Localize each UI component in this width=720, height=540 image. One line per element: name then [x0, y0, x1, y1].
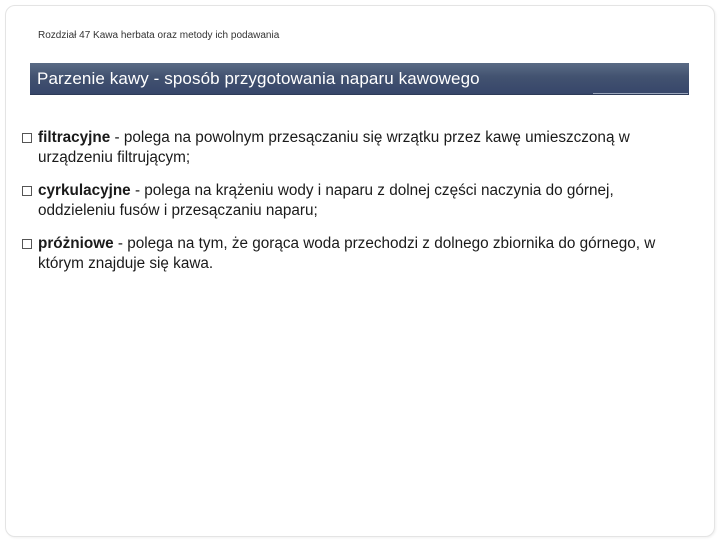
title-bar — [30, 63, 689, 95]
bullet-term: cyrkulacyjne — [38, 182, 131, 199]
bullet-text: - polega na tym, że gorąca woda przechodzi z dolnego zbiornika do górnego, w którym znajduje się kawa. — [38, 235, 656, 272]
bullet-text: - polega na powolnym przesączaniu się wrzątku przez kawę umieszczoną w urządzeniu filtrującym; — [38, 129, 630, 166]
bullet-list — [22, 128, 692, 287]
list-item — [22, 128, 692, 168]
checkbox-bullet-icon — [22, 239, 32, 249]
bullet-text: - polega na krążeniu wody i naparu z dolnej części naczynia do górnej, oddzieleniu fusów i przesączaniu naparu; — [38, 182, 614, 219]
slide-title: Parzenie kawy - sposób przygotowania naparu kawowego — [37, 69, 480, 88]
bullet-term: filtracyjne — [38, 129, 111, 146]
chapter-header: Rozdział 47 Kawa herbata oraz metody ich podawania — [38, 30, 280, 41]
title-underline — [593, 93, 688, 94]
checkbox-bullet-icon — [22, 186, 32, 196]
checkbox-bullet-icon — [22, 133, 32, 143]
bullet-term: próżniowe — [38, 235, 114, 252]
list-item — [22, 234, 692, 274]
list-item — [22, 181, 692, 221]
